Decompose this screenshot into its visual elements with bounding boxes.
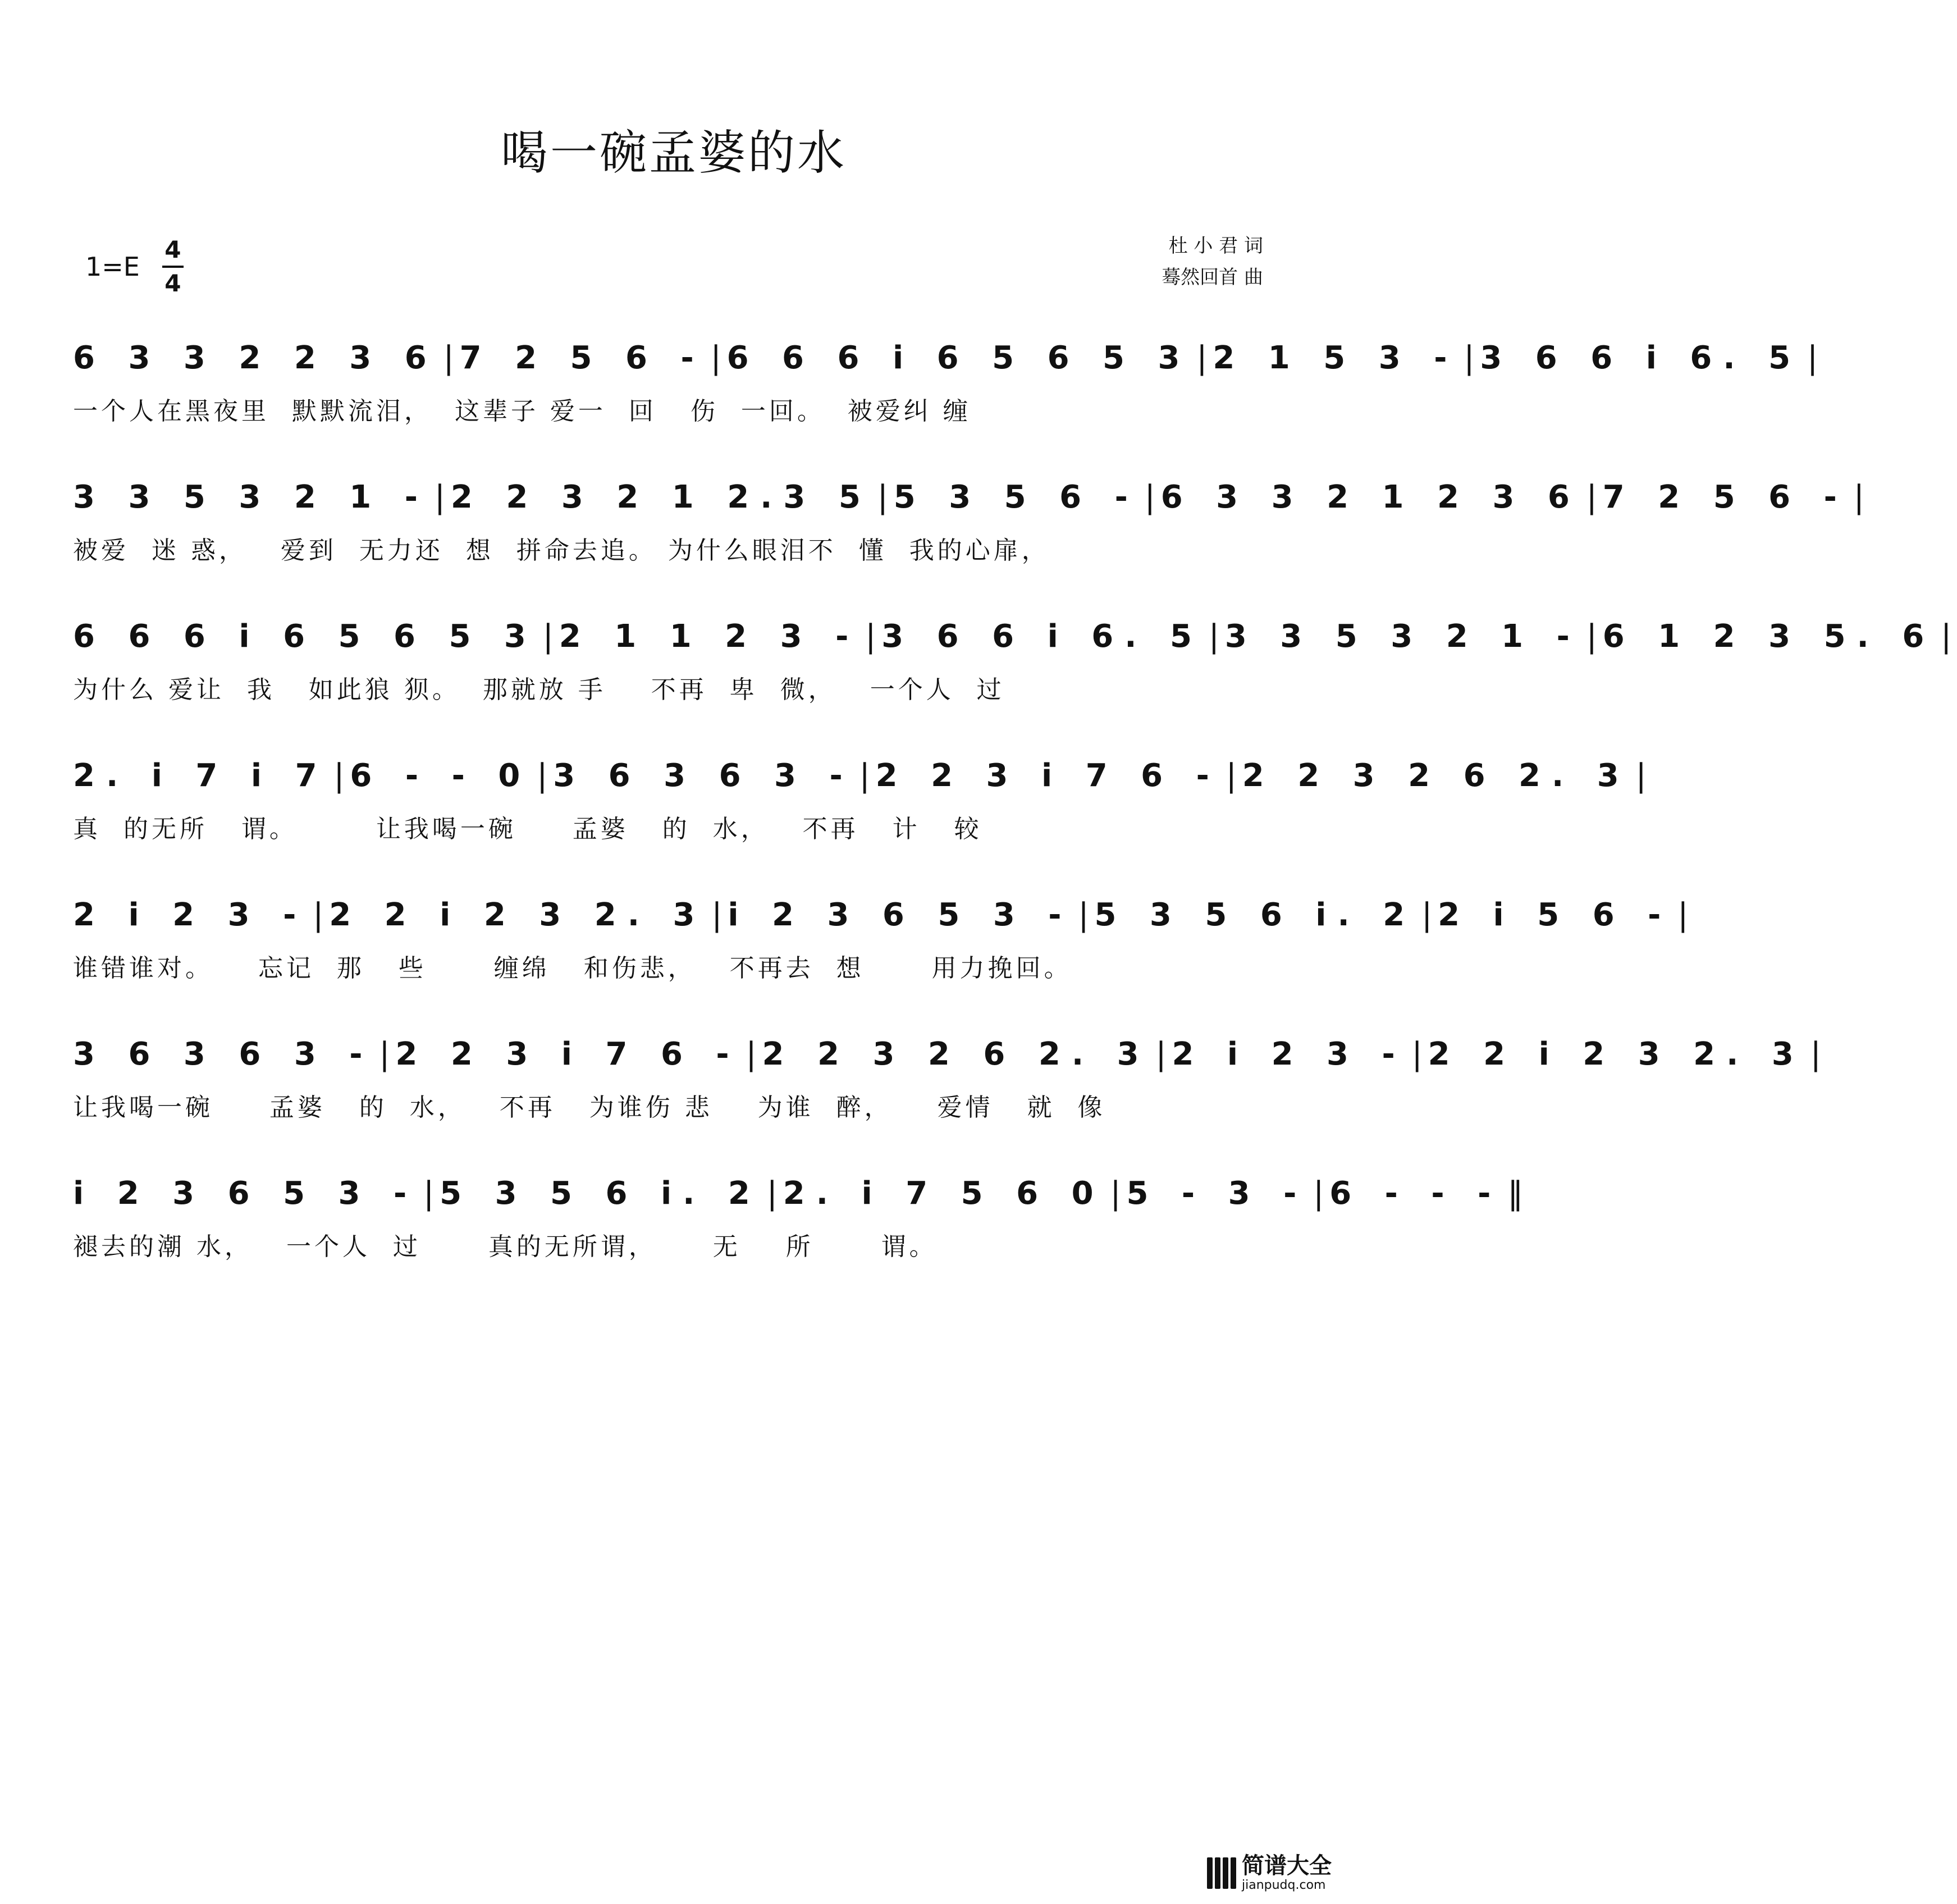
barline: | <box>1110 1175 1121 1212</box>
score-system <box>73 454 1864 566</box>
notation-line <box>73 732 1647 794</box>
measure: 6 3 3 2 2 3 6 <box>73 340 438 376</box>
logo-url: jianpudq.com <box>1242 1878 1326 1892</box>
measure: 2 2 3 2 6 2. 3 <box>1242 757 1630 794</box>
barline: | <box>1078 897 1089 933</box>
notation-line <box>73 593 1952 655</box>
barline: | <box>443 340 454 376</box>
measure: 6 - - - <box>1329 1175 1502 1212</box>
notation-line <box>73 1011 1821 1072</box>
measure: 5 - 3 - <box>1126 1175 1308 1212</box>
measure: 3 3 5 3 2 1 - <box>73 479 429 515</box>
barline: | <box>379 1036 390 1072</box>
measure: 6 3 3 2 1 2 3 6 <box>1160 479 1581 515</box>
barline: | <box>1421 897 1433 933</box>
measure: 5 3 5 6 i. 2 <box>1094 897 1416 933</box>
time-signature-bar <box>162 266 184 268</box>
score-system <box>73 1150 1524 1262</box>
barline: | <box>1155 1036 1167 1072</box>
barline: | <box>877 479 888 515</box>
barline: | <box>1941 618 1952 655</box>
measure: 3 3 5 3 2 1 - <box>1224 618 1581 655</box>
measure: 2 i 2 3 - <box>73 897 308 933</box>
key-signature: 1=E <box>85 252 140 282</box>
lyricist: 杜 小 君 词 <box>1168 235 1263 257</box>
measure: 3 6 3 6 3 - <box>73 1036 374 1072</box>
logo-text: 简谱大全 <box>1242 1853 1332 1879</box>
composer: 蓦然回首 曲 <box>1162 266 1263 289</box>
score-system <box>73 871 1689 984</box>
measure: 2 2 3 2 1 2.3 5 <box>450 479 872 515</box>
barline: | <box>1144 479 1155 515</box>
measure: 2 1 5 3 - <box>1213 340 1458 376</box>
barline: | <box>1464 340 1475 376</box>
lyrics-line: 为什么 爱让 我 如此狼 狈。 那就放 手 不再 卑 微， 一个人 过 <box>73 675 1005 704</box>
measure: 6 6 6 i 6 5 6 5 3 <box>73 618 537 655</box>
barline: | <box>1226 757 1237 794</box>
lyrics-line: 褪去的潮 水， 一个人 过 真的无所谓， 无 所 谓。 <box>73 1232 938 1261</box>
notation-line <box>73 1150 1524 1212</box>
barline: | <box>1586 618 1597 655</box>
measure: 7 2 5 6 - <box>1602 479 1848 515</box>
site-logo <box>1207 1853 1332 1893</box>
measure: 2 i 5 6 - <box>1438 897 1672 933</box>
barline: | <box>865 618 876 655</box>
measure: 2. i 7 i 7 <box>73 757 328 794</box>
notation-line <box>73 871 1689 933</box>
time-signature-bottom: 4 <box>164 270 181 297</box>
score-system <box>73 1011 1821 1123</box>
barline: | <box>1677 897 1689 933</box>
lyrics-line: 让我喝一碗 孟婆 的 水， 不再 为谁伤 悲 为谁 醉， 爱情 就 像 <box>73 1093 1106 1122</box>
barline: | <box>1196 340 1208 376</box>
barline: | <box>542 618 554 655</box>
barline: | <box>1853 479 1864 515</box>
barline: | <box>537 757 548 794</box>
measure: 2 i 2 3 - <box>1172 1036 1406 1072</box>
measure: 2. i 7 5 6 0 <box>783 1175 1105 1212</box>
time-signature <box>162 236 184 298</box>
notation-line <box>73 314 1818 376</box>
barline: | <box>1411 1036 1423 1072</box>
song-title: 喝一碗孟婆的水 <box>500 125 847 180</box>
lyrics-line: 一个人在黑夜里 默默流泪， 这辈子 爱一 回 伤 一回。 被爱纠 缠 <box>73 397 971 426</box>
barline: | <box>711 897 723 933</box>
measure: 2 1 1 2 3 - <box>559 618 860 655</box>
measure: 6 1 2 3 5. 6 <box>1602 618 1936 655</box>
measure: 6 - - 0 <box>350 757 532 794</box>
barline: | <box>313 897 324 933</box>
measure: 5 3 5 6 - <box>893 479 1139 515</box>
barline: | <box>766 1175 778 1212</box>
credits <box>1162 230 1263 293</box>
time-signature-top: 4 <box>164 236 181 263</box>
measure: 2 2 3 2 6 2. 3 <box>762 1036 1150 1072</box>
measure: 3 6 6 i 6. 5 <box>881 618 1203 655</box>
barline: | <box>1635 757 1647 794</box>
measure: i 2 3 6 5 3 - <box>728 897 1073 933</box>
barline: | <box>1807 340 1818 376</box>
measure: 2 2 3 i 7 6 - <box>875 757 1220 794</box>
score-system <box>73 593 1952 705</box>
barline: | <box>1586 479 1597 515</box>
barline: | <box>435 479 445 515</box>
barline: | <box>746 1036 757 1072</box>
measure: i 2 3 6 5 3 - <box>73 1175 418 1212</box>
score-system <box>73 732 1647 844</box>
measure: 2 2 i 2 3 2. 3 <box>329 897 706 933</box>
measure: 2 2 i 2 3 2. 3 <box>1428 1036 1805 1072</box>
measure: 5 3 5 6 i. 2 <box>440 1175 761 1212</box>
barline: | <box>1810 1036 1821 1072</box>
lyrics-line: 谁错谁对。 忘记 那 些 缠绵 和伤悲， 不再去 想 用力挽回。 <box>73 954 1072 983</box>
measure: 6 6 6 i 6 5 6 5 3 <box>726 340 1191 376</box>
barline: | <box>859 757 870 794</box>
notation-line <box>73 454 1864 515</box>
key-signature-block <box>85 236 184 298</box>
lyrics-line: 被爱 迷 惑， 爱到 无力还 想 拼命去追。 为什么眼泪不 懂 我的心扉， <box>73 536 1050 565</box>
score-system <box>73 314 1818 427</box>
barline: | <box>1208 618 1219 655</box>
measure: 7 2 5 6 - <box>459 340 705 376</box>
measure: 2 2 3 i 7 6 - <box>395 1036 740 1072</box>
barline: | <box>1313 1175 1324 1212</box>
barline: | <box>710 340 721 376</box>
barline: | <box>423 1175 435 1212</box>
piano-keys-icon <box>1207 1857 1236 1889</box>
barline: ‖ <box>1507 1175 1524 1212</box>
measure: 3 6 3 6 3 - <box>553 757 854 794</box>
lyrics-line: 真 的无所 谓。 让我喝一碗 孟婆 的 水， 不再 计 较 <box>73 815 982 843</box>
measure: 3 6 6 i 6. 5 <box>1480 340 1802 376</box>
barline: | <box>333 757 345 794</box>
